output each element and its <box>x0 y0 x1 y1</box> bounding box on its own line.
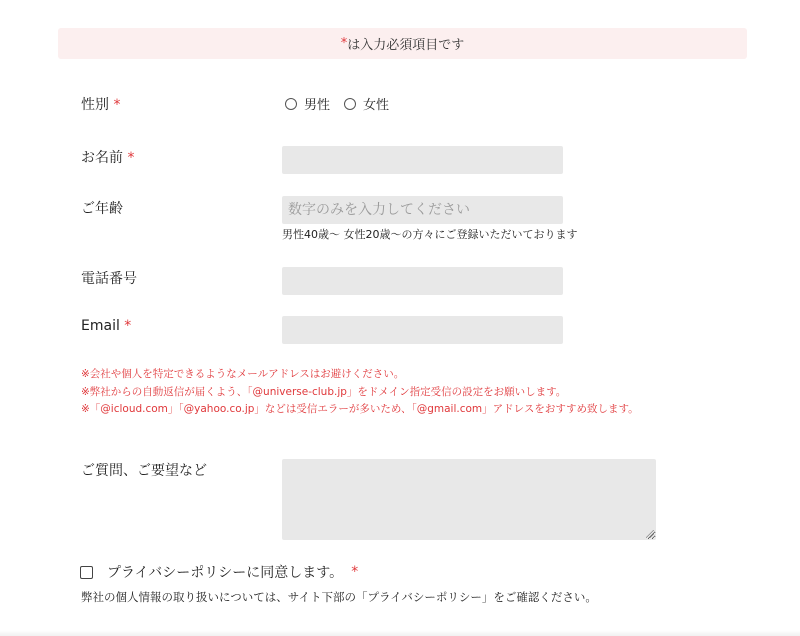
privacy-consent-row <box>80 562 358 582</box>
required-mark: * <box>113 97 121 113</box>
gender-label <box>81 94 120 114</box>
inquiry-label: ご質問、ご要望など <box>81 463 207 479</box>
resize-grip-icon[interactable] <box>646 530 654 538</box>
name-input[interactable] <box>282 146 563 174</box>
email-warning: ※弊社からの自動返信が届くよう、「@universe-club.jp」をドメイン指定受信の設定をお願いします。 <box>81 385 567 398</box>
age-input[interactable] <box>282 196 563 224</box>
privacy-checkbox[interactable] <box>80 566 93 579</box>
age-hint: 男性40歳〜 女性20歳〜の方々にご登録いただいております <box>282 228 578 241</box>
email-warning: ※「@icloud.com」「@yahoo.co.jp」などは受信エラーが多いため、「@gmail.com」アドレスをおすすめ致します。 <box>81 403 639 415</box>
radio-button-male[interactable] <box>285 98 297 110</box>
required-mark: * <box>127 150 135 166</box>
email-warning: ※会社や個人を特定できるようなメールアドレスはお避けください。 <box>81 368 405 380</box>
email-warnings <box>81 366 661 419</box>
gender-option-female[interactable] <box>344 94 389 113</box>
privacy-consent-label: プライバシーポリシーに同意します。 <box>107 565 344 581</box>
inquiry-textarea[interactable] <box>282 459 656 540</box>
required-asterisk: * <box>340 36 348 51</box>
name-label-text: お名前 <box>81 150 123 166</box>
gender-option-female-label: 女性 <box>363 98 390 113</box>
email-label-text: Email <box>81 318 120 334</box>
gender-option-male-label: 男性 <box>304 98 331 113</box>
gender-option-male[interactable] <box>285 94 330 113</box>
required-notice <box>58 28 747 59</box>
email-input[interactable] <box>282 316 563 344</box>
phone-label: 電話番号 <box>81 271 137 287</box>
gender-radio-group <box>285 94 403 113</box>
radio-button-female[interactable] <box>344 98 356 110</box>
gender-label-text: 性別 <box>81 97 109 113</box>
email-label <box>81 318 131 334</box>
name-label <box>81 147 134 167</box>
required-mark: * <box>124 318 132 334</box>
phone-input[interactable] <box>282 267 563 295</box>
required-notice-text: は入力必須項目です <box>347 38 465 53</box>
required-mark: * <box>351 564 359 580</box>
page-bottom-divider <box>0 630 800 636</box>
privacy-note: 弊社の個人情報の取り扱いについては、サイト下部の「プライバシーポリシー」をご確認ください。 <box>81 590 597 604</box>
age-label: ご年齢 <box>81 201 123 217</box>
